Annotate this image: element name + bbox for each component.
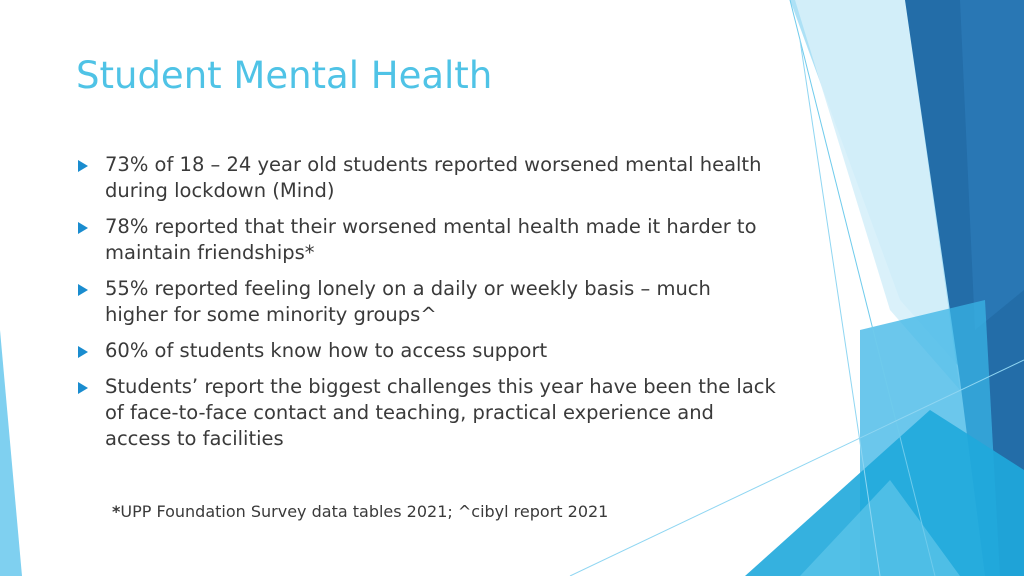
triangle-right-icon [78,284,88,296]
bullet-text: 55% reported feeling lonely on a daily or weekly basis – much higher for some minority groups^ [105,277,711,326]
bullet-item [78,276,778,328]
bullet-text: 78% reported that their worsened mental health made it harder to maintain friendships* [105,215,757,264]
source-star: * [112,502,121,521]
source-text: UPP Foundation Survey data tables 2021; ^cibyl report 2021 [120,502,609,521]
bullet-list [78,152,778,462]
triangle-right-icon [78,160,88,172]
bullet-text: 60% of students know how to access support [105,339,548,362]
bullet-item [78,214,778,266]
bullet-item [78,374,778,452]
source-note [112,502,608,521]
triangle-right-icon [78,346,88,358]
bullet-item [78,338,778,364]
triangle-right-icon [78,382,88,394]
bullet-text: Students’ report the biggest challenges this year have been the lack of face-to-face contact and teaching, practical experience and access to facilities [105,375,776,450]
triangle-right-icon [78,222,88,234]
facet-left-bottom [0,330,22,576]
bullet-item [78,152,778,204]
slide-title: Student Mental Health [76,54,493,97]
bullet-text: 73% of 18 – 24 year old students reported worsened mental health during lockdown (Mind) [105,153,762,202]
